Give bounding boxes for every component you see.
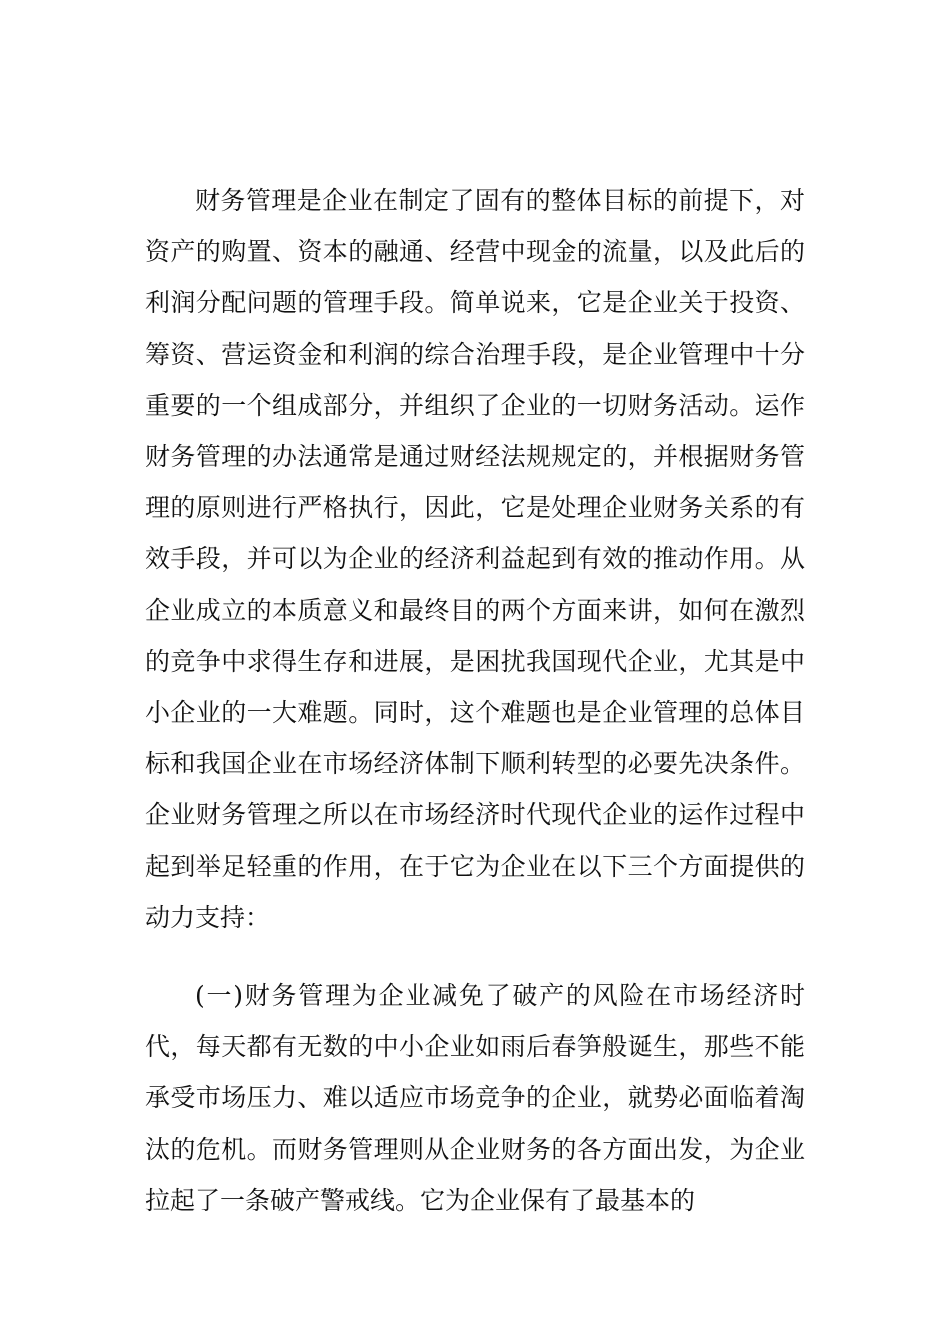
body-paragraph-section-1: (一)财务管理为企业减免了破产的风险在市场经济时代，每天都有无数的中小企业如雨后春笋般诞生，那些不能承受市场压力、难以适应市场竞争的企业，就势必面临着淘汰的危机。而财务管理则从企业财务的各方面出发，为企业拉起了一条破产警戒线。它为企业保有了最基本的 <box>145 981 805 1215</box>
body-paragraph-intro: 财务管理是企业在制定了固有的整体目标的前提下，对资产的购置、资本的融通、经营中现金的流量，以及此后的利润分配问题的管理手段。简单说来，它是企业关于投资、筹资、营运资金和利润的综合治理手段，是企业管理中十分重要的一个组成部分，并组织了企业的一切财务活动。运作财务管理的办法通常是通过财经法规规定的，并根据财务管理的原则进行严格执行，因此，它是处理企业财务关系的有效手段，并可以为企业的经济利益起到有效的推动作用。从企业成立的本质意义和最终目的两个方面来讲，如何在激烈的竞争中求得生存和进展，是困扰我国现代企业，尤其是中小企业的一大难题。同时，这个难题也是企业管理的总体目标和我国企业在市场经济体制下顺利转型的必要先决条件。企业财务管理之所以在市场经济时代现代企业的运作过程中起到举足轻重的作用，在于它为企业在以下三个方面提供的动力支持： <box>145 186 805 932</box>
